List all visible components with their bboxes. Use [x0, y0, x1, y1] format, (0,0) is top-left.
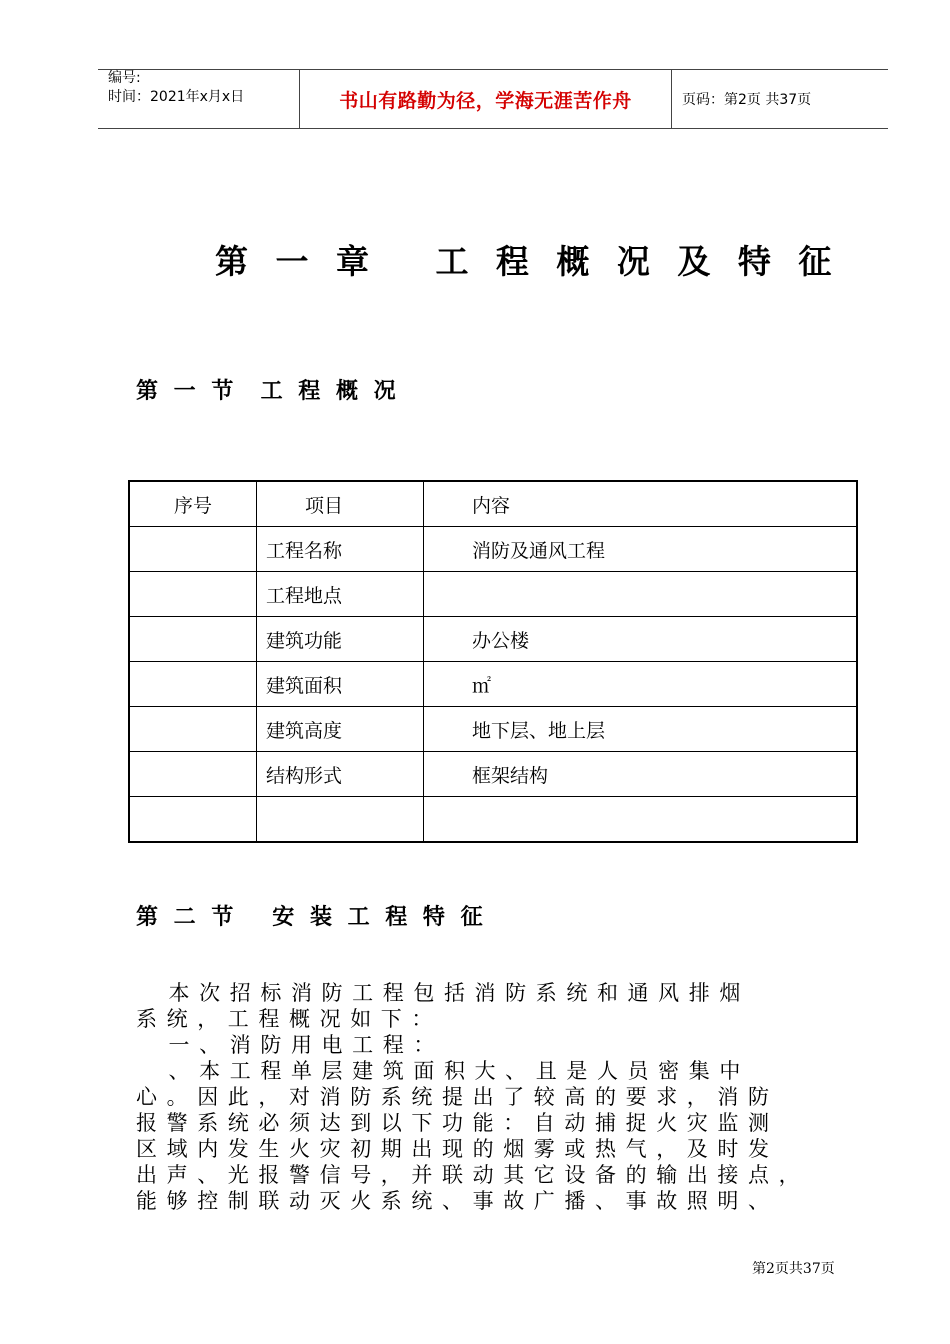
header-bottom-rule: [98, 128, 888, 129]
table-cell: 工程地点: [257, 572, 424, 617]
page-footer: 第2页共37页: [752, 1261, 835, 1277]
table-row: [129, 572, 857, 617]
section-title: 第 二 节 安 装 工 程 特 征: [136, 905, 487, 930]
body-line: 系统，工程概况如下：: [136, 1007, 442, 1031]
body-line: 能够控制联动灭火系统、事故广播、事故照明、: [136, 1189, 779, 1213]
table-row: [129, 797, 857, 843]
header-cell: 内容: [424, 481, 858, 527]
table-cell: [424, 572, 858, 617]
body-line: 区域内发生火灾初期出现的烟雾或热气，及时发: [136, 1137, 779, 1161]
body-line: 出声、光报警信号，并联动其它设备的输出接点，: [136, 1163, 810, 1187]
table-row: [129, 527, 857, 572]
project-info-table: [128, 480, 858, 843]
header-cell: 项目: [257, 481, 424, 527]
body-line: 本次招标消防工程包括消防系统和通风排烟: [136, 981, 750, 1005]
body-line: 、本工程单层建筑面积大、且是人员密集中: [136, 1059, 750, 1083]
header-motto: 书山有路勤为径，学海无涯苦作舟: [339, 90, 632, 112]
table-cell: 建筑功能: [257, 617, 424, 662]
table-cell: 办公楼: [424, 617, 858, 662]
table-cell: [257, 797, 424, 843]
header-divider: [671, 69, 672, 129]
table-cell: [129, 527, 257, 572]
header-cell: 序号: [129, 481, 257, 527]
table-row: [129, 662, 857, 707]
header-top-rule: [98, 69, 888, 70]
table-cell: 结构形式: [257, 752, 424, 797]
table-row: [129, 707, 857, 752]
table-cell: 建筑高度: [257, 707, 424, 752]
section-title: 第 一 节 工 程 概 况: [136, 379, 400, 404]
table-cell: [129, 797, 257, 843]
header-code-label: 编号:: [108, 70, 141, 86]
table-header-row: [129, 481, 857, 527]
table-cell: [129, 707, 257, 752]
header-page-label: 页码：第2页 共37页: [682, 92, 812, 108]
body-line: 心。因此，对消防系统提出了较高的要求，消防: [136, 1085, 779, 1109]
table-cell: 框架结构: [424, 752, 858, 797]
table-row: [129, 752, 857, 797]
chapter-title: 第 一 章 工 程 概 况 及 特 征: [215, 242, 840, 281]
table-cell: [424, 797, 858, 843]
table-cell: [129, 572, 257, 617]
body-line: 一、消防用电工程：: [136, 1033, 444, 1057]
table-cell: 地下层、地上层: [424, 707, 858, 752]
body-line: 报警系统必须达到以下功能：自动捕捉火灾监测: [136, 1111, 779, 1135]
table-cell: [129, 752, 257, 797]
table-row: [129, 617, 857, 662]
table-cell: 工程名称: [257, 527, 424, 572]
table-cell: 建筑面积: [257, 662, 424, 707]
table-cell: [129, 617, 257, 662]
table-cell: [129, 662, 257, 707]
header-time-label: 时间：2021年x月x日: [108, 89, 245, 105]
table-cell: 消防及通风工程: [424, 527, 858, 572]
body-paragraph: [136, 980, 866, 1214]
table-cell: ㎡: [424, 662, 858, 707]
